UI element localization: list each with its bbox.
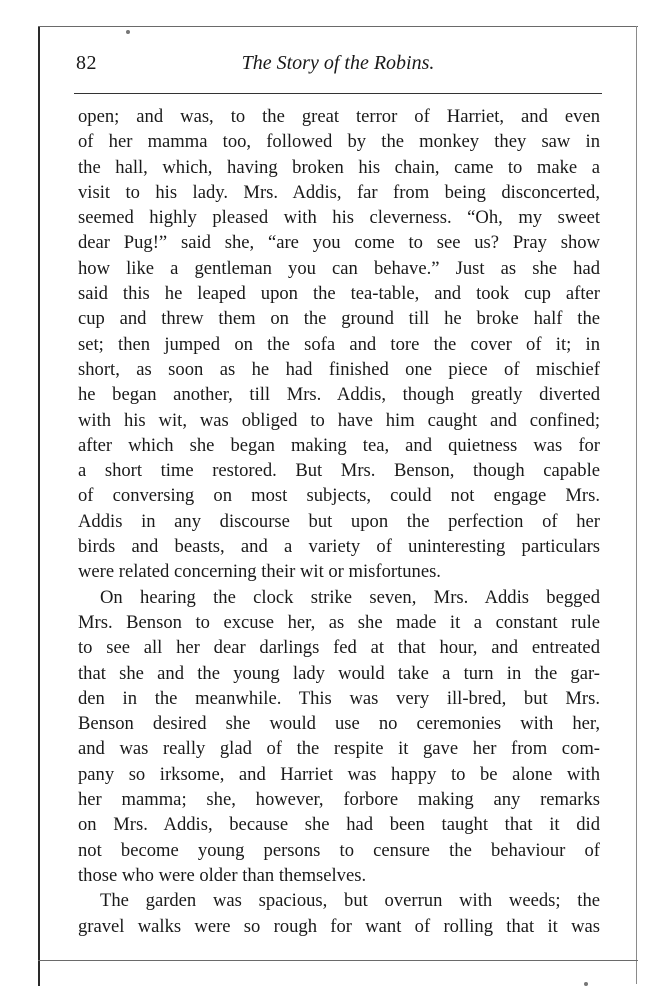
paragraph	[78, 585, 600, 889]
text-line: gravel walks were so rough for want of rolling that it was	[78, 915, 600, 937]
text-line: with his wit, was obliged to have him caught and confined;	[78, 409, 600, 431]
header-rule	[74, 93, 602, 94]
text-line: The garden was spacious, but overrun with weeds; the	[100, 890, 600, 912]
body-text	[78, 104, 600, 939]
print-speck	[584, 982, 588, 986]
running-title: The Story of the Robins.	[241, 52, 435, 74]
text-line: Mrs. Benson to excuse her, as she made it a constant rule	[78, 611, 600, 633]
text-line: were related concerning their wit or misfortunes.	[78, 561, 441, 583]
print-speck	[126, 30, 130, 34]
text-line: the hall, which, having broken his chain, came to make a	[78, 156, 600, 178]
text-line: visit to his lady. Mrs. Addis, far from being disconcerted,	[78, 181, 600, 203]
page-number: 82	[76, 52, 97, 74]
text-line: On hearing the clock strike seven, Mrs. Addis begged	[100, 586, 600, 608]
text-line: those who were older than themselves.	[78, 864, 367, 886]
text-line: on Mrs. Addis, because she had been taught that it did	[78, 814, 600, 836]
text-line: cup and threw them on the ground till he broke half the	[78, 308, 600, 330]
page-border-left	[38, 26, 40, 986]
text-line: after which she began making tea, and quietness was for	[78, 434, 600, 456]
text-line: short, as soon as he had finished one piece of mischief	[78, 358, 600, 380]
text-line: not become young persons to censure the behaviour of	[78, 839, 600, 861]
text-line: a short time restored. But Mrs. Benson, though capable	[78, 460, 600, 482]
text-line: to see all her dear darlings fed at that hour, and entreated	[78, 637, 600, 659]
text-line: Addis in any discourse but upon the perfection of her	[78, 510, 600, 532]
text-line: her mamma; she, however, forbore making any remarks	[78, 789, 600, 811]
text-line: open; and was, to the great terror of Harriet, and even	[78, 106, 600, 127]
text-line: Benson desired she would use no ceremonies with her,	[78, 713, 600, 735]
text-line: set; then jumped on the sofa and tore the cover of it; in	[78, 333, 600, 355]
text-line: dear Pug!” said she, “are you come to see us? Pray show	[78, 232, 600, 254]
text-line: den in the meanwhile. This was very ill-bred, but Mrs.	[78, 687, 600, 709]
text-line: of conversing on most subjects, could not engage Mrs.	[78, 485, 600, 507]
text-line: of her mamma too, followed by the monkey they saw in	[78, 131, 600, 153]
page-header	[74, 52, 602, 84]
page-border-right	[636, 26, 637, 984]
text-line: said this he leaped upon the tea-table, and took cup after	[78, 283, 600, 305]
page-border-top	[38, 26, 638, 27]
text-line: birds and beasts, and a variety of uninteresting particulars	[78, 536, 600, 558]
text-line: pany so irksome, and Harriet was happy to be alone with	[78, 763, 600, 785]
text-line: that she and the young lady would take a turn in the gar-	[78, 662, 600, 684]
paragraph	[78, 104, 600, 585]
page-border-bottom	[38, 960, 638, 961]
text-line: seemed highly pleased with his cleverness. “Oh, my sweet	[78, 207, 600, 229]
text-line: how like a gentleman you can behave.” Just as she had	[78, 257, 600, 279]
text-line: and was really glad of the respite it gave her from com-	[78, 738, 600, 760]
text-line: he began another, till Mrs. Addis, though greatly diverted	[78, 384, 600, 406]
paragraph	[78, 888, 600, 939]
